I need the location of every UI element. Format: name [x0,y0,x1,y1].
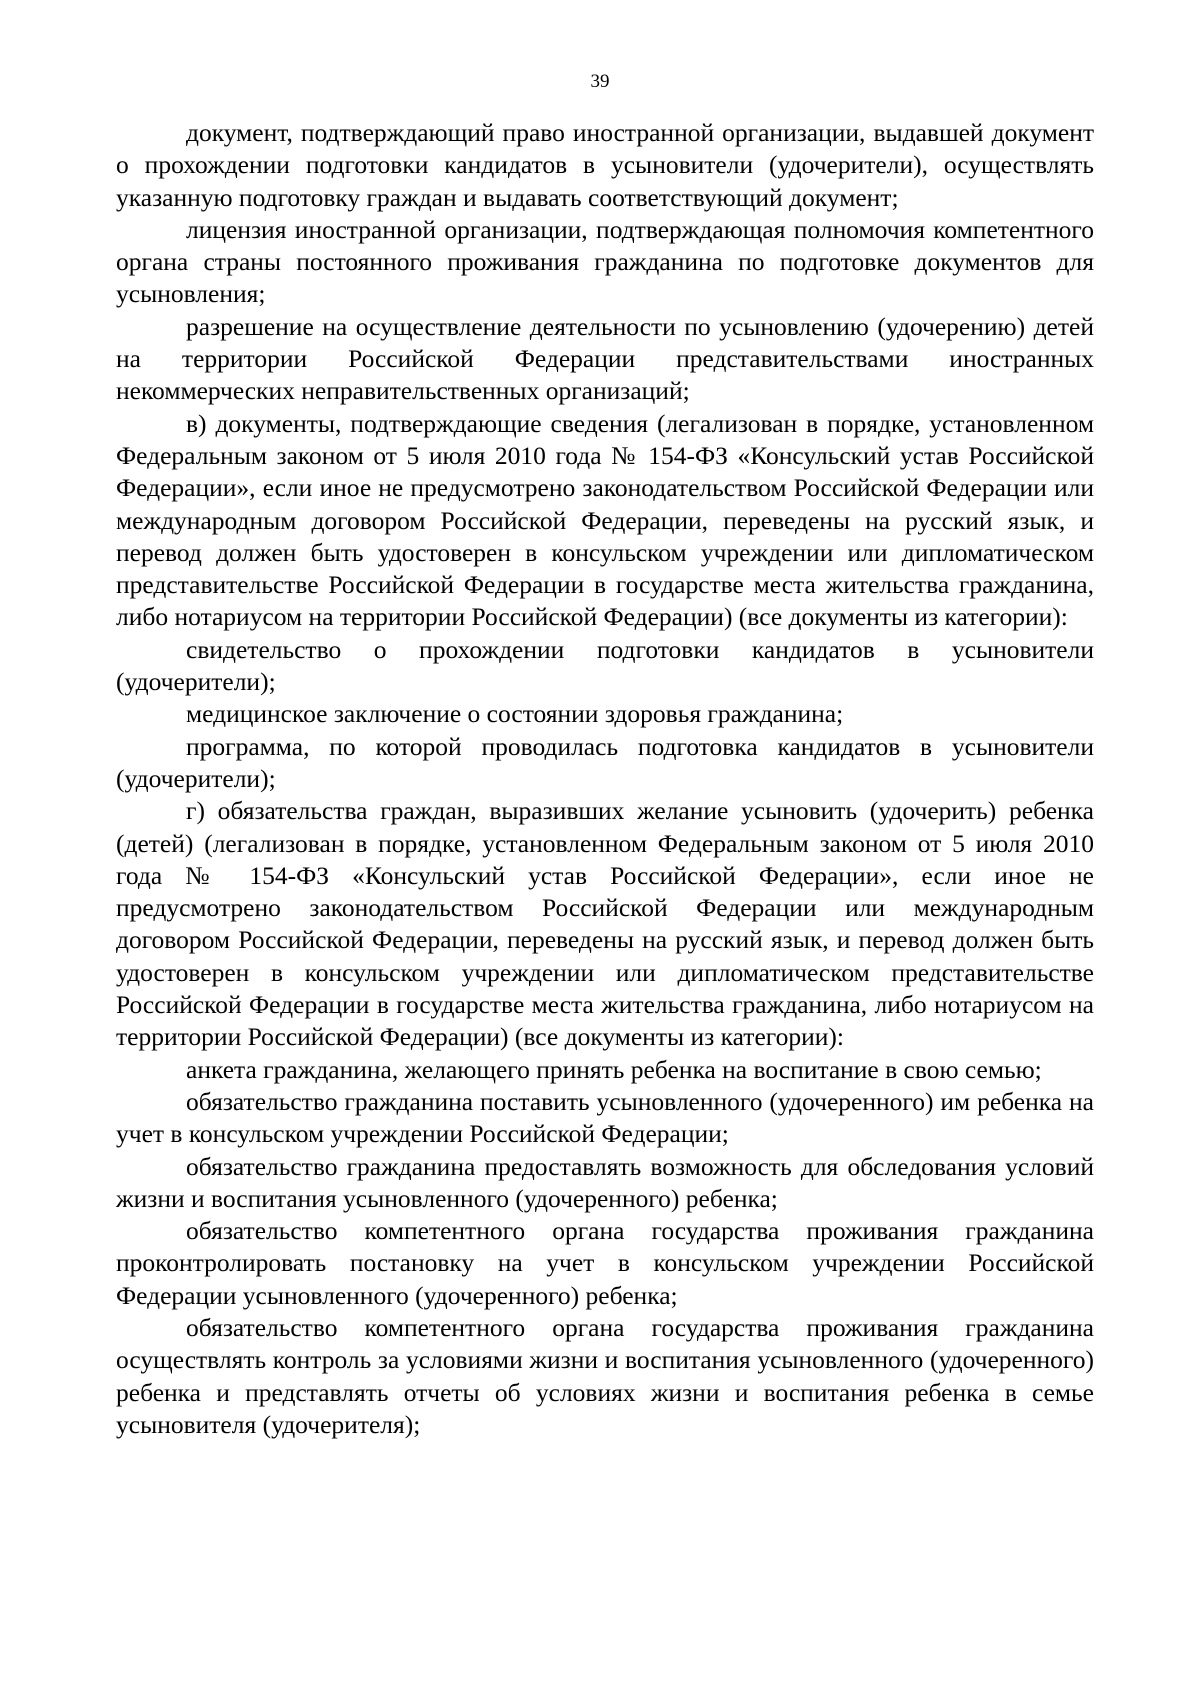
page-number: 39 [590,71,610,92]
paragraph-registration-obligation: обязательство гражданина поставить усыновленного (удочеренного) им ребенка на учет в консульском учреждении Российской Федерации; [116,1086,1094,1149]
paragraph-inspection-obligation: обязательство гражданина предоставлять возможность для обследования условий жизни и воспитания усыновленного (удочеренного) ребенка; [116,1151,1094,1213]
paragraph-authority-reports: обязательство компетентного органа государства проживания гражданина осуществлять контроль за условиями жизни и воспитания усыновленного (удочеренного) ребенка и представлять отчеты об условиях жизни и воспитания ребенка в семье усыновителя (удочерителя); [116,1312,1094,1439]
paragraph-medical: медицинское заключение о состоянии здоровья гражданина; [186,699,844,729]
paragraph-permission: разрешение на осуществление деятельности по усыновлению (удочерению) детей на территории Российской Федерации представительствами иностранных некоммерческих неправительственных организаций; [116,311,1094,406]
document-body [116,117,1094,1441]
paragraph-authority-control: обязательство компетентного органа государства проживания гражданина проконтролировать постановку на учет в консульском учреждении Российской Федерации усыновленного (удочеренного) ребенка; [116,1216,1094,1310]
paragraph-certificate: свидетельство о прохождении подготовки кандидатов в усыновители (удочерители); [116,634,1094,697]
paragraph-item-g: г) обязательства граждан, выразивших желание усыновить (удочерить) ребенка (детей) (легализован в порядке, установленном Федеральным законом от 5 июля 2010 года № 154-ФЗ «Консульский устав Российской Федерации», если иное не предусмотрено законодательством Российской Федерации или международным договором Российской Федерации, переведены на русский язык, и перевод должен быть удостоверен в консульском учреждении или дипломатическом представительстве Российской Федерации в государстве места жительства гражданина, либо нотариусом на территории Российской Федерации) (все документы из категории): [116,796,1094,1052]
paragraph-program: программа, по которой проводилась подготовка кандидатов в усыновители (удочерители); [116,731,1094,793]
paragraph-item-v: в) документы, подтверждающие сведения (легализован в порядке, установленном Федеральным законом от 5 июля 2010 года № 154-ФЗ «Консульский устав Российской Федерации», если иное не предусмотрено законодательством Российской Федерации или международным договором Российской Федерации, переведены на русский язык, и перевод должен быть удостоверен в консульском учреждении или дипломатическом представительстве Российской Федерации в государстве места жительства гражданина, либо нотариусом на территории Российской Федерации) (все документы из категории): [116,408,1094,632]
paragraph-questionnaire: анкета гражданина, желающего принять ребенка на воспитание в свою семью; [186,1054,1042,1084]
paragraph-foreign-org-document: документ, подтверждающий право иностранной организации, выдавшей документ о прохождении подготовки кандидатов в усыновители (удочерители), осуществлять указанную подготовку граждан и выдавать соответствующий документ; [116,118,1094,212]
paragraph-license: лицензия иностранной организации, подтверждающая полномочия компетентного органа страны постоянного проживания гражданина по подготовке документов для усыновления; [116,214,1094,309]
